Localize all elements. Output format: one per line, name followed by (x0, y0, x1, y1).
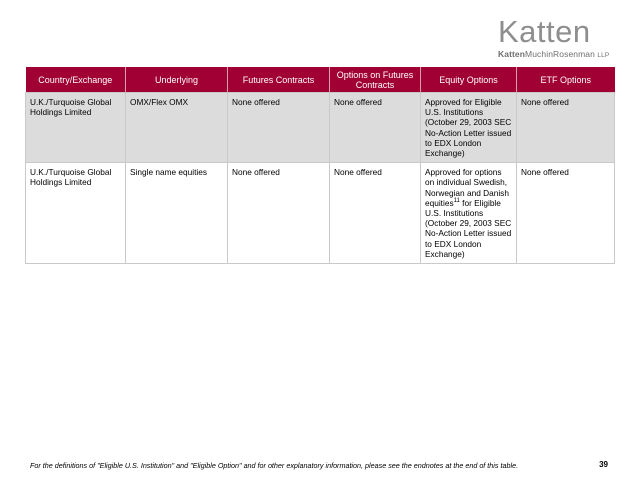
cell-options-on-futures: None offered (330, 163, 421, 264)
header-options-on-futures: Options on Futures Contracts (330, 67, 421, 93)
equity-options-text-post: for Eligible U.S. Institutions (October 29, 2003 SEC No-Action Letter issued to EDX London Exchange) (425, 197, 512, 259)
cell-underlying: OMX/Flex OMX (126, 93, 228, 163)
header-futures-contracts: Futures Contracts (228, 67, 330, 93)
endnote-ref: 11 (453, 198, 460, 205)
table-row (26, 163, 615, 264)
header-underlying: Underlying (126, 67, 228, 93)
footer-note: For the definitions of "Eligible U.S. Institution" and "Eligible Option" and for other explanatory information, please see the endnotes at the end of this table. (30, 461, 519, 470)
exchange-table (25, 67, 615, 264)
cell-futures: None offered (228, 93, 330, 163)
cell-equity-options (421, 163, 517, 264)
cell-futures: None offered (228, 163, 330, 264)
cell-options-on-futures: None offered (330, 93, 421, 163)
cell-etf-options: None offered (517, 93, 615, 163)
logo-subtitle (498, 49, 618, 59)
cell-equity-options: Approved for Eligible U.S. Institutions (October 29, 2003 SEC No-Action Letter issued to EDX London Exchange) (421, 93, 517, 163)
table-header-row (26, 67, 615, 93)
header-etf-options: ETF Options (517, 67, 615, 93)
table-row (26, 93, 615, 163)
logo-sub-rest: MuchinRosenman (525, 49, 595, 59)
equity-options-text-pre: Approved for options on individual Swedish, Norwegian and Danish equities (425, 167, 509, 208)
cell-country: U.K./Turquoise Global Holdings Limited (26, 163, 126, 264)
logo-sub-bold: Katten (498, 49, 526, 59)
header-equity-options: Equity Options (421, 67, 517, 93)
logo-wordmark: Katten (498, 14, 591, 49)
cell-etf-options: None offered (517, 163, 615, 264)
firm-logo (498, 16, 618, 59)
page-number: 39 (599, 460, 608, 469)
logo-sub-llp: LLP (597, 52, 610, 59)
cell-underlying: Single name equities (126, 163, 228, 264)
cell-country: U.K./Turquoise Global Holdings Limited (26, 93, 126, 163)
header-country-exchange: Country/Exchange (26, 67, 126, 93)
